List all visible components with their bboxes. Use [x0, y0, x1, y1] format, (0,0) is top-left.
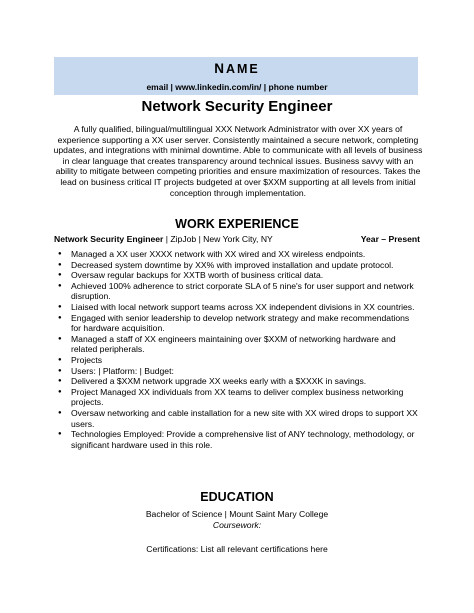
job-line [54, 234, 420, 245]
job-title-heading: Network Security Engineer [141, 98, 333, 115]
list-item: ● Managed a staff of XX engineers maintaining over $XXM of networking hardware and related peripherals. [71, 334, 418, 355]
list-item: ● Oversaw networking and cable installation for a new site with XX wired drops to support XX users. [71, 408, 418, 429]
list-item: ● Managed a XX user XXXX network with XX wired and XX wireless endpoints. [71, 249, 418, 260]
degree-line: Bachelor of Science | Mount Saint Mary College [145, 509, 329, 519]
list-item: ● Oversaw regular backups for XXTB worth of business critical data. [71, 270, 418, 281]
candidate-name [0, 61, 474, 76]
list-item: ● Decreased system downtime by XX% with improved installation and update protocol. [71, 260, 418, 271]
list-item: ● Project Managed XX individuals from XX teams to deliver complex business networking projects. [71, 387, 418, 408]
work-bullet-list [54, 249, 418, 450]
name-rest: AME [225, 62, 260, 76]
work-experience-heading: WORK EXPERIENCE [175, 217, 299, 231]
certifications-line: Certifications: List all relevant certifications here [146, 544, 328, 554]
list-item: ● Achieved 100% adherence to strict corporate SLA of 5 nine's for user support and network disruption. [71, 281, 418, 302]
job-role: Network Security Engineer [54, 234, 164, 244]
professional-summary: A fully qualified, bilingual/multilingual XXX Network Administrator with over XX years of experience supporting a XX user server. Consistently maintained a secure network, completing updates, and integrations with minimal downtime. Able to communicate with all levels of business in clear language that creates transparency around technical issues. Business savvy with an ability to mitigate between competing priorities and ensure maximization of resources. Takes the lead on business critical IT projects budgeted at over $XXM supporting at all levels from initial conception through implementation. [53, 124, 423, 198]
coursework-line: Coursework: [212, 520, 262, 530]
list-item: ● Liaised with local network support teams across XX independent divisions in XX countries. [71, 302, 418, 313]
list-item: ● Projects [71, 355, 418, 366]
job-dates: Year – Present [360, 234, 420, 244]
list-item: ● Delivered a $XXM network upgrade XX weeks early with a $XXXK in savings. [71, 376, 418, 387]
job-company-location: | ZipJob | New York City, NY [163, 234, 273, 244]
name-initial: N [214, 61, 226, 76]
contact-line: email | www.linkedin.com/in/ | phone number [146, 82, 328, 92]
education-heading: EDUCATION [200, 490, 274, 504]
list-item: ● Users: | Platform: | Budget: [71, 366, 418, 377]
list-item: ● Engaged with senior leadership to develop network strategy and make recommendations for hardware acquisition. [71, 313, 418, 334]
list-item: ● Technologies Employed: Provide a comprehensive list of ANY technology, methodology, or significant hardware used in this role. [71, 429, 418, 450]
